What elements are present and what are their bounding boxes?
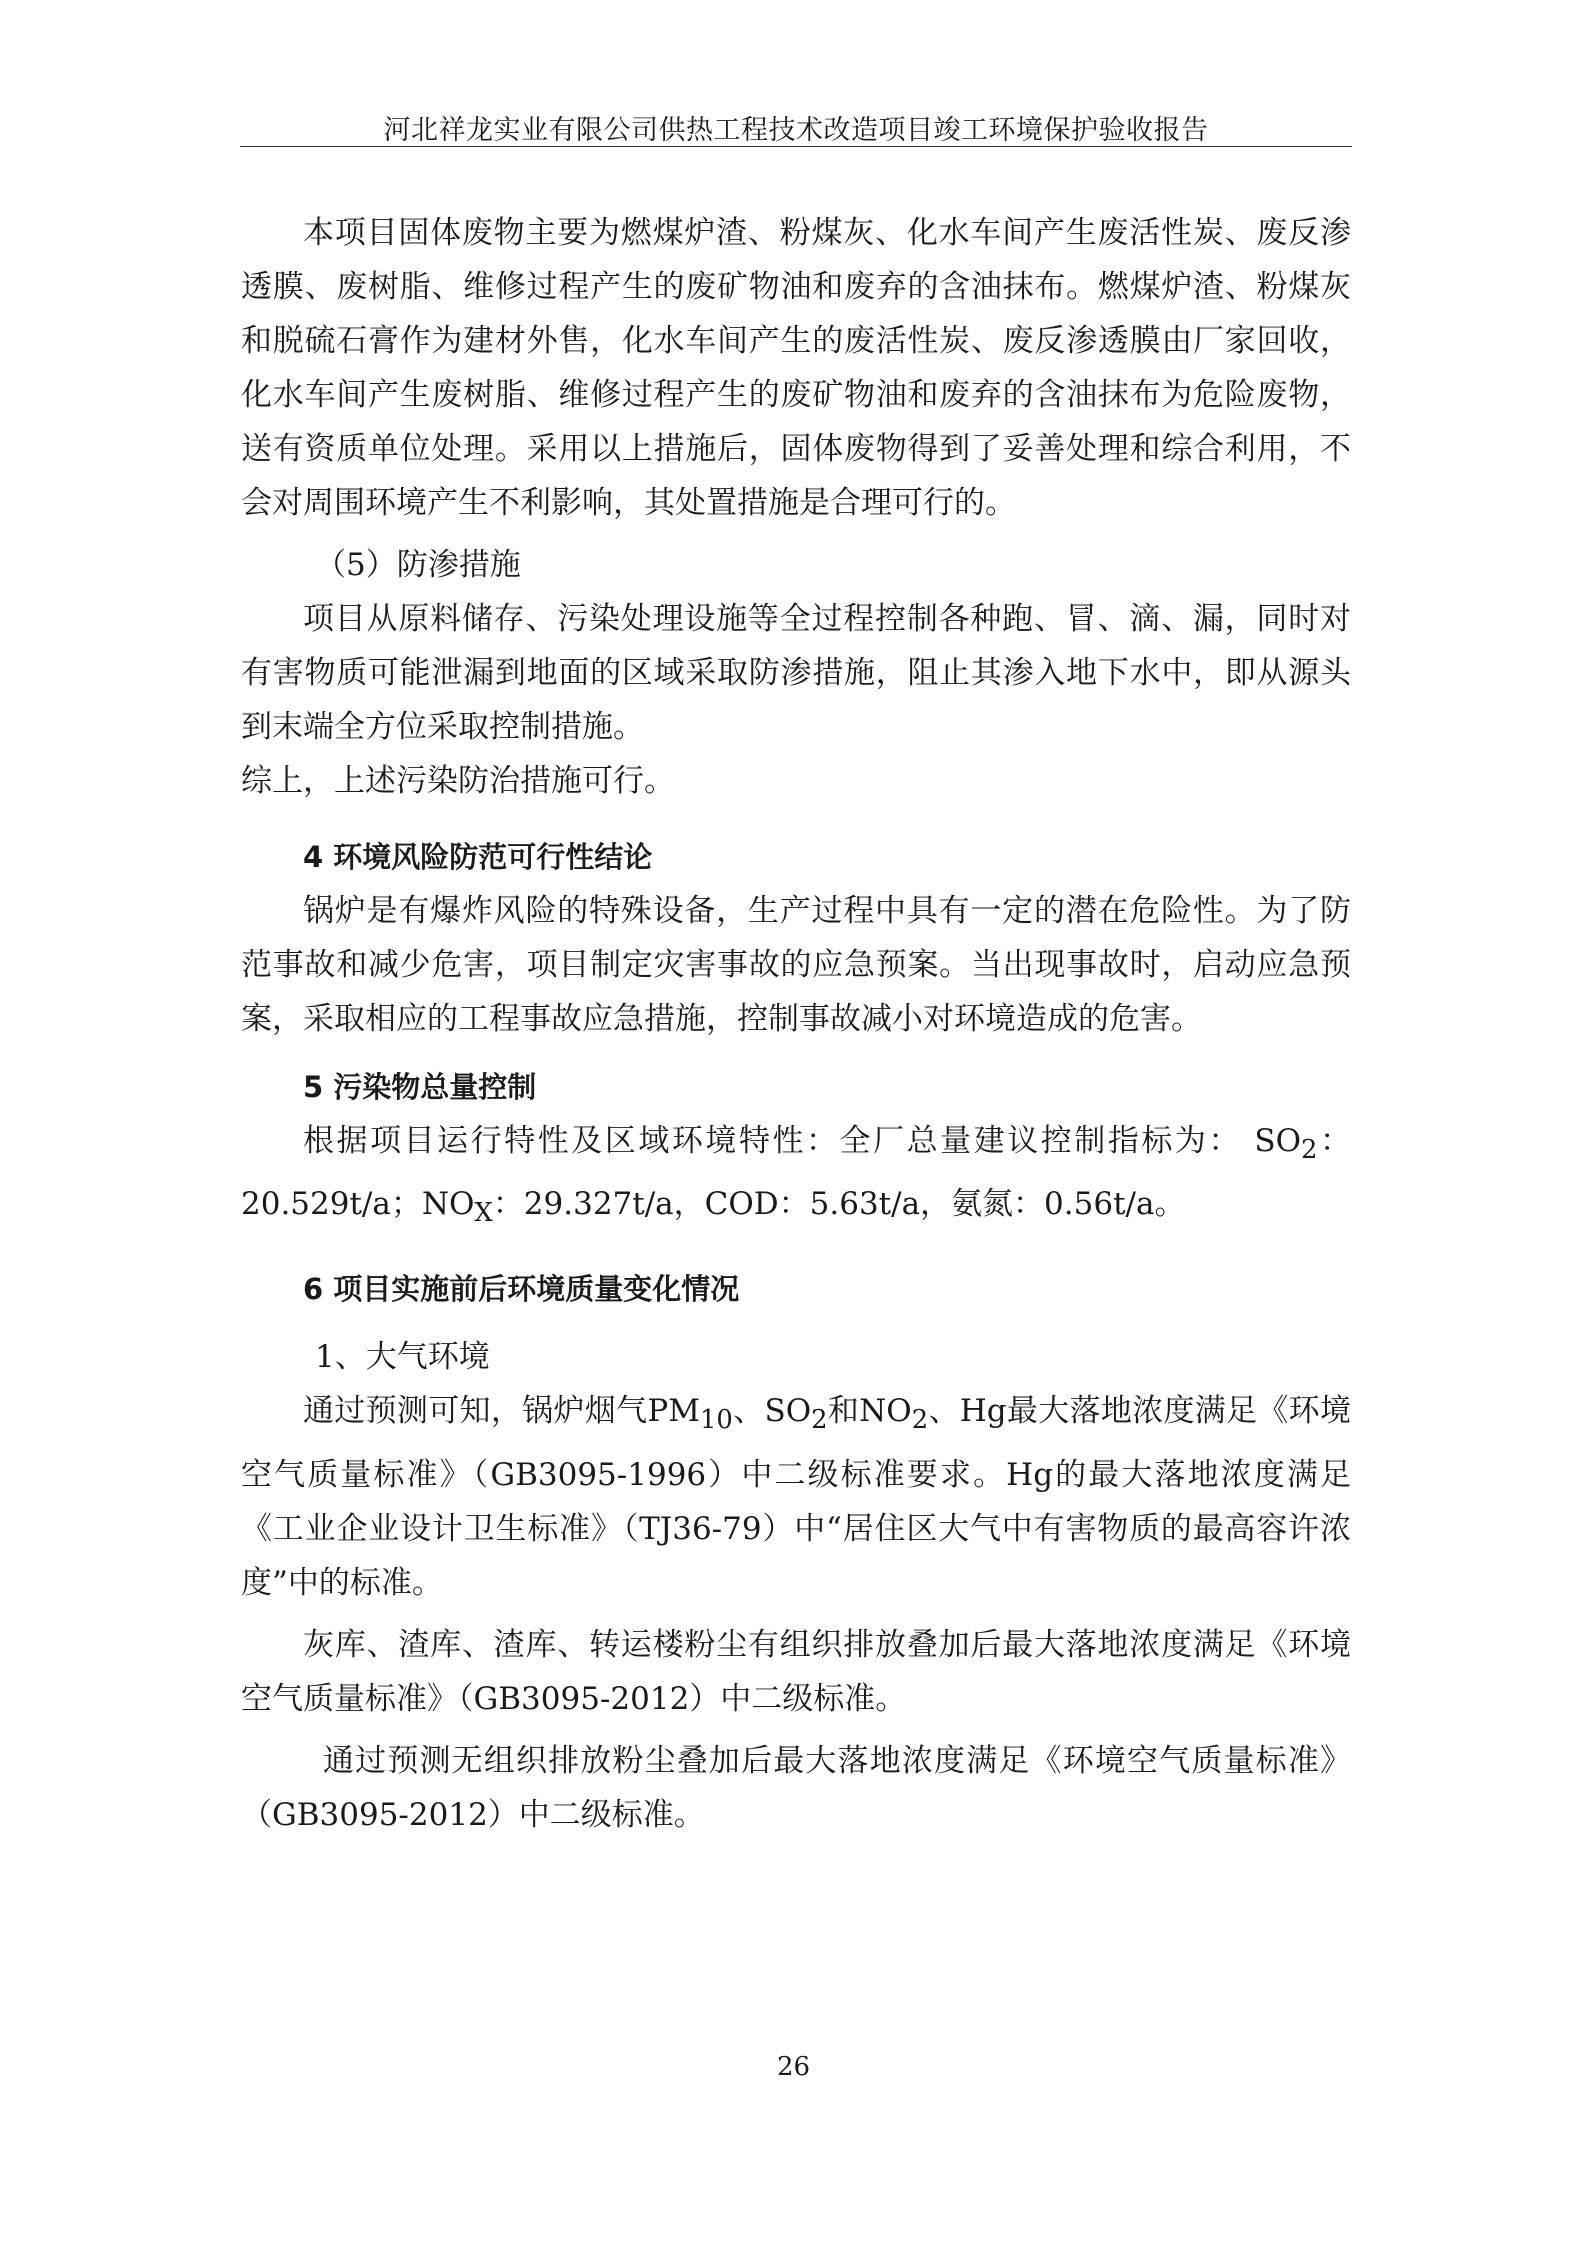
header-divider (240, 146, 1352, 147)
paragraph-air-1 (241, 1384, 1351, 1609)
so2-subscript: 2 (1301, 1135, 1318, 1166)
total-text-c: ：29.327t/a，COD：5.63t/a，氨氮：0.56t/a。 (492, 1186, 1186, 1223)
total-text-b: ：20.529t/a；NO (241, 1123, 1351, 1223)
air1-text-c: 和NO (827, 1393, 912, 1430)
pm10-subscript: 10 (699, 1405, 733, 1436)
paragraph-air-2: 灰库、渣库、渣库、转运楼粉尘有组织排放叠加后最大落地浓度满足《环境空气质量标准》（GB3095-2012）中二级标准。 (241, 1626, 1351, 1717)
heading-section-6: 6 项目实施前后环境质量变化情况 (303, 1272, 740, 1307)
paragraph-total-control (241, 1114, 1351, 1240)
no2-subscript: 2 (911, 1405, 929, 1436)
paragraph-risk: 锅炉是有爆炸风险的特殊设备，生产过程中具有一定的潜在危险性。为了防范事故和减少危害，项目制定灾害事故的应急预案。当出现事故时，启动应急预案，采取相应的工程事故应急措施，控制事故减小对环境造成的危害。 (241, 893, 1351, 1037)
air1-text-a: 通过预测可知，锅炉烟气PM (303, 1393, 700, 1430)
subheading-seepage: （5）防渗措施 (315, 547, 521, 583)
nox-subscript: X (474, 1198, 493, 1229)
page-header-title: 河北祥龙实业有限公司供热工程技术改造项目竣工环境保护验收报告 (383, 115, 1209, 146)
air1-text-d: 、Hg最大落地浓度满足《环境空气质量标准》（GB3095-1996）中二级标准要求。Hg的最大落地浓度满足《工业企业设计卫生标准》（TJ36-79）中“居住区大气中有害物质的最高容许浓度”中的标准。 (241, 1393, 1351, 1601)
so2-subscript: 2 (811, 1405, 828, 1436)
subheading-air: 1、大气环境 (315, 1339, 490, 1376)
heading-section-5: 5 污染物总量控制 (303, 1070, 537, 1104)
page-number: 26 (776, 2052, 811, 2082)
paragraph-solid-waste: 本项目固体废物主要为燃煤炉渣、粉煤灰、化水车间产生废活性炭、废反渗透膜、废树脂、维修过程产生的废矿物油和废弃的含油抹布。燃煤炉渣、粉煤灰和脱硫石膏作为建材外售，化水车间产生的废活性炭、废反渗透膜由厂家回收，化水车间产生废树脂、维修过程产生的废矿物油和废弃的含油抹布为危险废物，送有资质单位处理。采用以上措施后，固体废物得到了妥善处理和综合利用，不会对周围环境产生不利影响，其处置措施是合理可行的。 (241, 215, 1351, 521)
air1-text-b: 、SO (732, 1393, 812, 1430)
paragraph-seepage: 项目从原料储存、污染处理设施等全过程控制各种跑、冒、滴、漏，同时对有害物质可能泄漏到地面的区域采取防渗措施，阻止其渗入地下水中，即从源头到末端全方位采取控制措施。 (241, 601, 1351, 745)
paragraph-air-3: 通过预测无组织排放粉尘叠加后最大落地浓度满足《环境空气质量标准》（GB3095-2012）中二级标准。 (241, 1742, 1351, 1833)
heading-section-4: 4 环境风险防范可行性结论 (303, 840, 653, 874)
document-body (241, 206, 1351, 1842)
paragraph-summary: 综上，上述污染防治措施可行。 (241, 763, 675, 799)
total-text-a: 根据项目运行特性及区域环境特性：全厂总量建议控制指标为： SO (303, 1123, 1302, 1159)
